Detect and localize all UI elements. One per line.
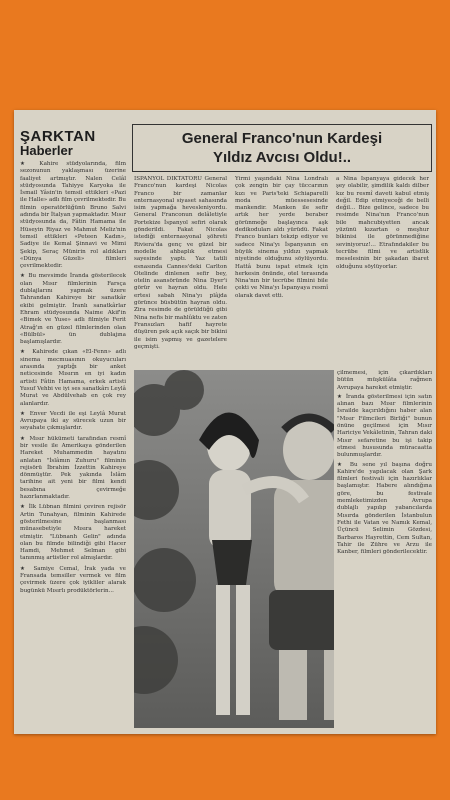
news-item: çilmemesi, için çıkardıkları bütün müşkülâta rağmen Avrupaya hareket etmiştir. bbox=[337, 370, 432, 391]
article-text: İSPANYOL DİKTATÖRÜ General Franco'nun kardeşi Nicolas Franco bir zamanlar enternasyonal siyaset sahasında isim yapmağa hevesleniyordu. General Franconun delâletiyle Portekize İspanyol sefiri olarak gönderildi. Fakat Nicolas istediği enternasyonal şöhreti Riviera'da genç ve güzel bir modelle ahbaplık etmesi sayesinde yaptı. Yaz tatili esnasında Cannes'deki Carlton Otelinde dinlenen sefir bey, otelin asansöründe Nina Dyer'i görür ve hayran oldu. Hele ertesi sabah Nina'yı plâjda görünce büsbütün hayran oldu. Zira resimde de görüldüğü gibi Nina nefis bir mahlûktu ve zaten Fransızları hafif hayrete düşüren pek açık saçık bir bikini ile isim yapmış ve gazetelere geçmişti. bbox=[134, 176, 227, 350]
section-masthead bbox=[20, 130, 126, 158]
news-column-left bbox=[20, 130, 126, 730]
news-item: ★ Mısır hükümeti tarafından resmî bir vesile ile Amerikaya gönderilen Hareket Muhammedin hayatını anlatan "İslâmın Zuhuru" filminin rejisörü İbrahim İzzettin Kahireye dönmüştür. Pek yakında İslâm tarihine ait yeni bir filmi kendi besabına çevirmeğe hazırlanmaktadır. bbox=[20, 435, 126, 501]
news-item: ★ Bu sene yıl başına doğru Kahire'de yapılacak olan Şark filmleri festivali için hazırlıklar başlamıştır. Habere alındığına göre, bu festivale memleketimizden Avrupa dublajlı yapılıp yabancılarda Mısırda gönderilen İstanbulun Fethi ile Vatan ve Namık Kemal, Üçüncü Selimin Gözdesi, Barbaros Hayrettin, Cem Sultan, Tahir ile Zühre ve Arzu ile Kanber, filmleri gönderilecektir. bbox=[337, 461, 432, 556]
news-item: ★ Kahire stüdyolarında, film sezonunun yaklaşması üzerine faaliyet artmıştır. Nalen Celâl stüdyosunda Tahiyye Karyoka ile İsmail Yâsin'in temsil ettikleri «Pazi ile Halle» adlı film çevrilmektedir. Bu filmin operatörlüğünü Bruno Salvi adında bir İtalyan yapmaktadır. Mısır stüdyosunda da, Fâtin Hamama ile Hüseyin Riyaz ve Mahmut Meliz'nin temsil ettikleri «Peteen Kadın», Sadiye ile Kemal Şinnavi ve Mimi Şekip, Seraç Münirin rol aldıkları «Dünya Güzeli» filmleri çevrilmektedir. bbox=[20, 161, 126, 270]
news-item: ★ İranda gösterilmesi için satın alınan bazı Mısır filmlerinin İsrailde kaçırıldığını haber alan "Mısır Filmcileri Birliği" bunun önüne geçilmesi için Mısır Hariciye Vekâletinin, Tahran daki Mısır sefaretine bu işi takip etmesi hususunda müracaatta bulunmuşlardır. bbox=[337, 393, 432, 459]
news-item: ★ Samiye Cemal, İrak yada ve Fransada temsiller vermek ve film çevirmek üzere çok iyikliler alarak bugünkü Mısırlı prodüktörlerin... bbox=[20, 565, 126, 594]
news-item: ★ İlk Lübnan filmini çeviren rejisör Artin Tunahyan, filminin Kahirede gösterilmesine başlanması münasebetiyle Mısıra hareket etmiştir. "Lübnanh Gelin" adında olan bu filmde bilindiği gibi Hacer Hamdi, Mehmet Selman gibi tanınmış artistler rol almışlardır. bbox=[20, 504, 126, 562]
masthead-line2: Haberler bbox=[20, 143, 73, 158]
masthead-line1: ŞARKTAN bbox=[20, 130, 96, 145]
news-item: ★ Enver Vecdi ile eşi Leylâ Murat Avrupaya iki ay sürecek uzun bir seyahate çıkmışlardır. bbox=[20, 410, 126, 432]
headline-line2: Yıldız Avcısı Oldu!.. bbox=[212, 149, 352, 166]
article-text: a Nina İspanyaya gidecek her şey olabilir, şimdilik kaldı dilber kız bu resmî daveti kabul etmiş değil. Edip etmiyeceği de belli değil... Bize gelince, sadece bu resimde Nina'nın Franco'nun bile mahcubiyetten ancak yüzünü kızartan o meşhur bikinisi ile görünmediğine seviniyoruz!... Etrafındakiler bu tecrübe filmi ve artistlik meselesinin bir şakadan ibaret olduğunu söylüyorlar. bbox=[336, 176, 429, 270]
article-text: Yirmi yaşındaki Nina Londralı çok zengin bir çay tüccarının kızı ve Paris'teki Schiaparelli moda müessesesinde mankendir. Manken ile sefir artık her yerde beraber görünmeğe başlayınca aşk dedikoduları aldı yürüdü. Fakat Franco bunları tekzip ediyor ve sadece Nina'yı İspanyanın en büyük sinema yıldızı yapmak niyetinde olduğunu söylüyordu. Hattâ bunu ispat etmek için herkesin önünde, otel terasında Nina'nın bir tecrübe filmini bile çekti ve Nina'yı İspanyaya resmî olarak davet etti. bbox=[235, 176, 328, 299]
news-item: ★ Bu mevsimde İranda gösterilecek olan Mısır filmlerinin Farsça dublajlarını yapmak üzere Tahrandan Kahireye bir sanatkâr ekibi gelmiştir. İranlı sanatkârlar Ehram stüdyosunda Naime Akif'in «Bimek ve Yuse» adlı filmiyle Ferit Atrağ'ın en güzel filmlerinden olan «Bülbül» ün dublajına başlamışlardır. bbox=[20, 273, 126, 346]
headline-line1: General Franco'nun Kardeşi bbox=[181, 130, 383, 147]
article-headline bbox=[132, 124, 432, 172]
magazine-page bbox=[14, 110, 436, 734]
news-column-right bbox=[334, 370, 432, 728]
news-item: ★ Kahirede çıkan «El-Fenn» adlı sinema mecmuasının okuyucuları arasında yaptığı bir anket neticesinde Mısırın en iyi kadın artisti Fâtin Hamama, erkek artisti Yusuf Vehbi ve iyi ses sanatkârı Leylâ Murat ve Abdülvehab en çok rey alanlardır. bbox=[20, 349, 126, 407]
